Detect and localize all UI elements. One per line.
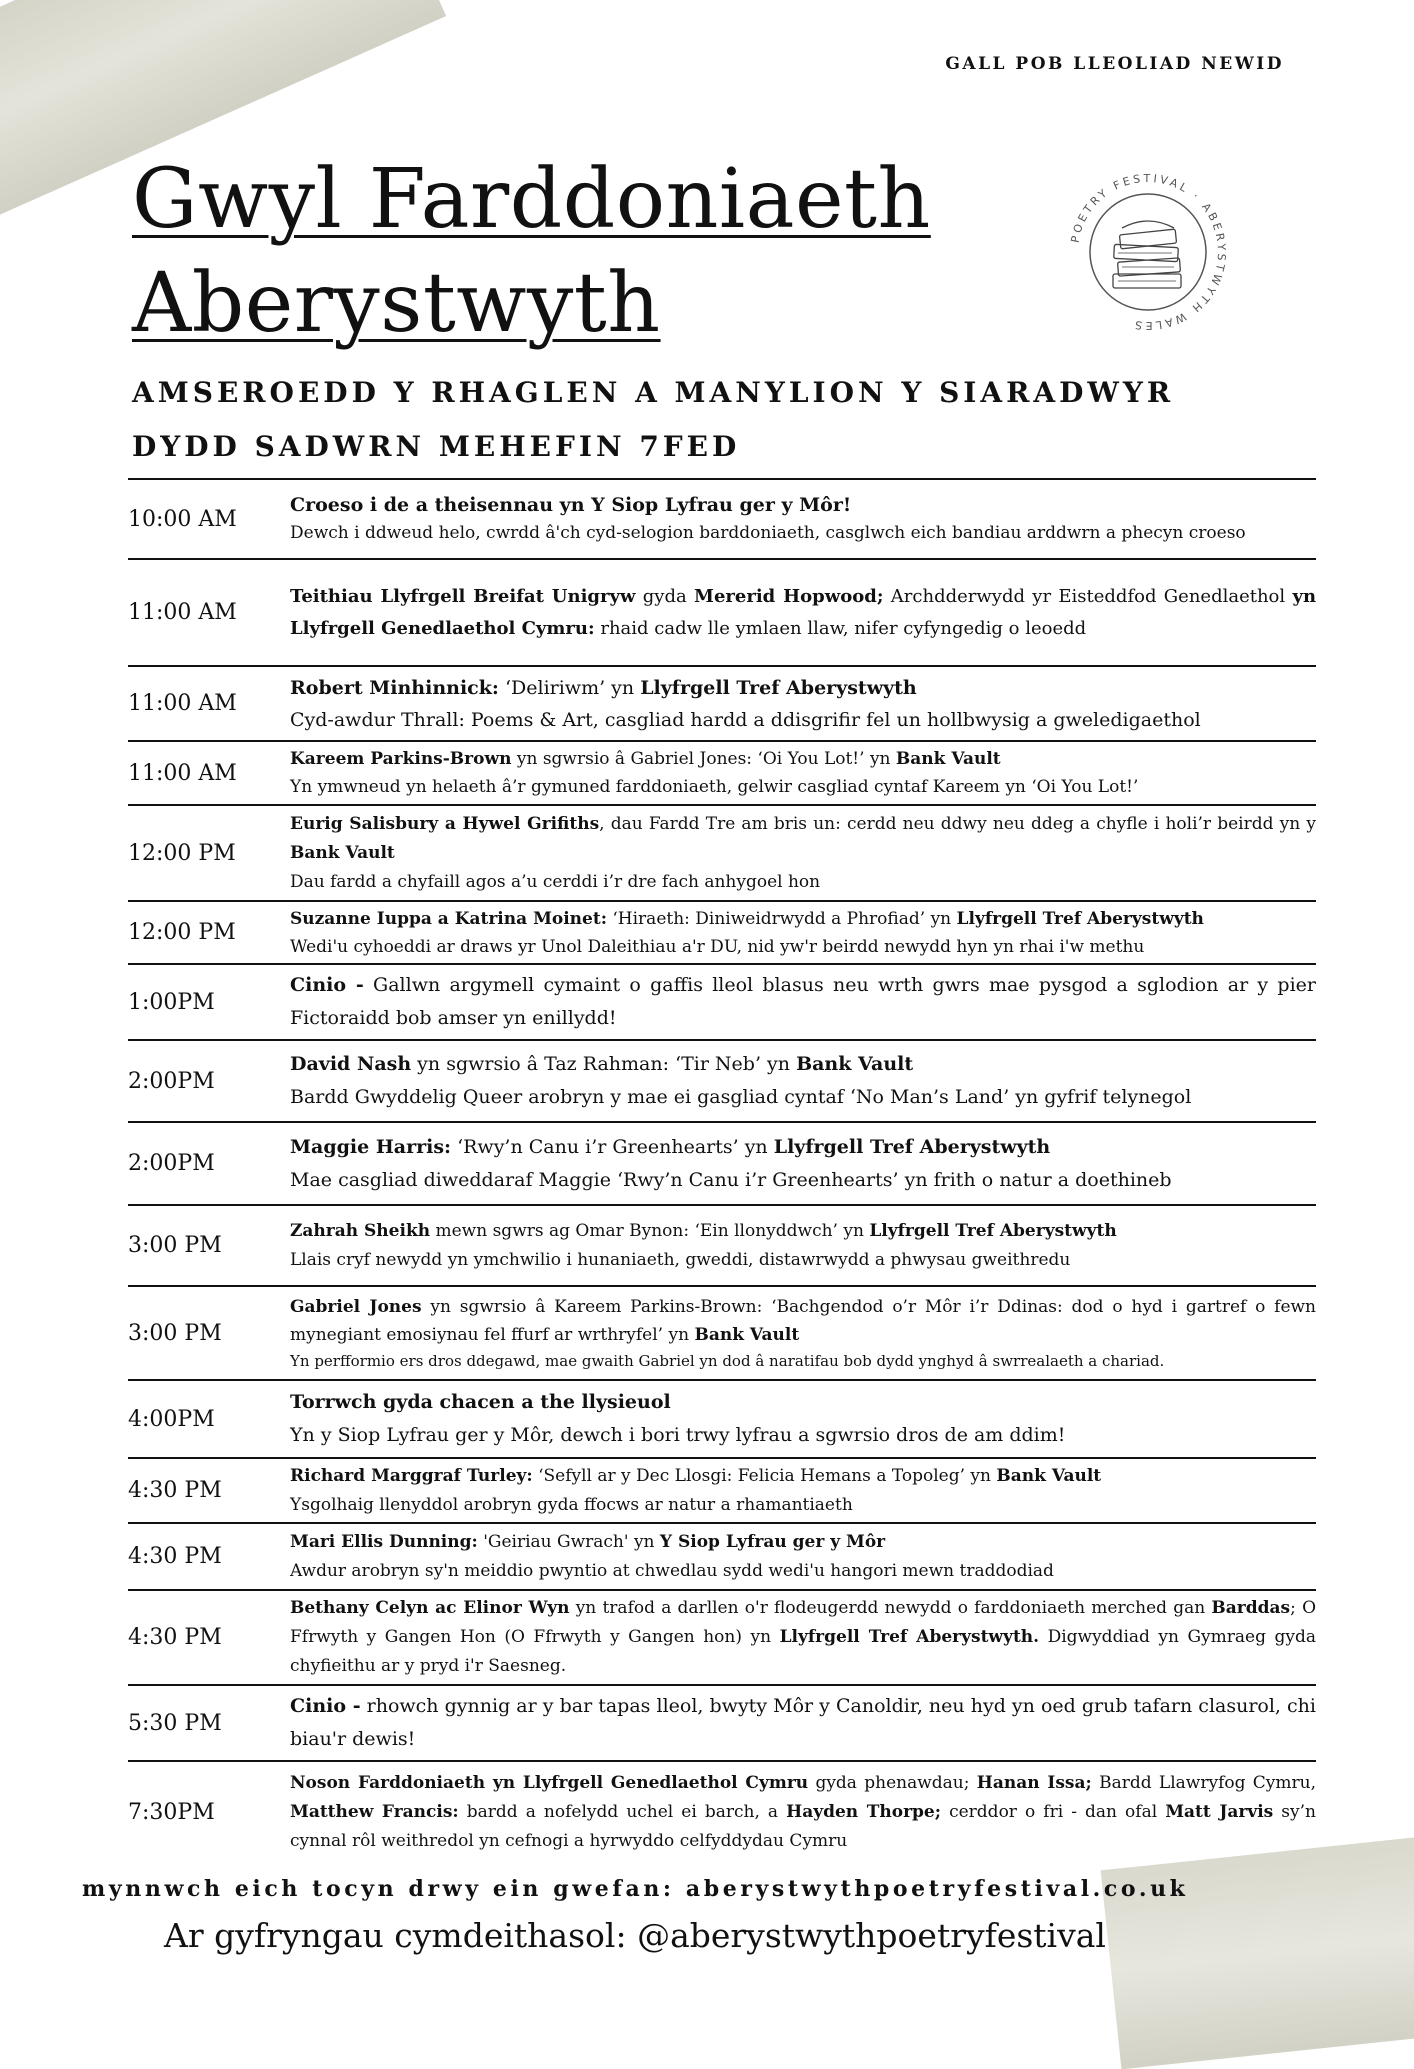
schedule-row (128, 560, 1316, 667)
schedule-row (128, 1123, 1316, 1206)
event-time: 10:00 AM (128, 506, 237, 532)
speaker-name: Eurig Salisbury a Hywel Grifiths (290, 813, 600, 834)
speaker-name: Maggie Harris: (290, 1135, 452, 1158)
event-text: ‘Deliriwm’ yn (498, 676, 641, 699)
schedule-row (128, 1686, 1316, 1762)
schedule-row (128, 1591, 1316, 1686)
event-text: yn sgwrsio â Gabriel Jones: ‘Oi You Lot!’ yn (511, 749, 896, 769)
event-description (290, 1766, 1316, 1859)
speaker-name: Zahrah Sheikh (290, 1220, 431, 1241)
speaker-name: Mererid Hopwood; (694, 585, 884, 607)
event-time: 11:00 AM (128, 691, 237, 716)
event-details: Bardd Gwyddelig Queer arobryn y mae ei gasgliad cyntaf ‘No Man’s Land’ yn gyfrif telynegol (290, 1086, 1192, 1108)
event-description (290, 1045, 1316, 1117)
speaker-name: Robert Minhinnick: (290, 676, 499, 699)
event-text: rhaid cadw lle ymlaen llaw, nifer cyfyngedig o leoedd (594, 617, 1087, 639)
event-title: Cinio - (290, 974, 364, 996)
event-description (290, 1525, 1316, 1589)
event-time: 3:00 PM (128, 1320, 222, 1346)
schedule-row (128, 1381, 1316, 1459)
event-description (290, 966, 1316, 1038)
event-text: Archdderwydd yr Eisteddfod Genedlaethol (883, 585, 1293, 607)
event-description (290, 902, 1316, 964)
event-time: 1:00PM (128, 989, 215, 1015)
venue-name: Llyfrgell Tref Aberystwyth (640, 676, 917, 699)
event-details: Ysgolhaig llenyddol arobryn gyda ffocws ar natur a rhamantiaeth (290, 1494, 853, 1515)
event-text: yn sgwrsio â Kareem Parkins-Brown: ‘Bachgendod o’r Môr i’r Ddinas: dod o hyd i gartref o fewn mynegiant emosiynau fel ffurf ar wrthryfel’ yn (290, 1297, 1317, 1345)
event-time: 2:00PM (128, 1068, 215, 1094)
event-text: bardd a nofelydd uchel ei barch, a (458, 1801, 787, 1822)
event-details: Dau fardd a chyfaill agos a’u cerddi i’r dre fach anhygoel hon (290, 871, 821, 892)
page-title (132, 148, 931, 356)
event-title: Cinio - (290, 1695, 361, 1717)
event-time: 4:30 PM (128, 1625, 222, 1650)
event-time: 12:00 PM (128, 840, 236, 866)
speaker-name: Bethany Celyn ac Elinor Wyn (290, 1598, 570, 1618)
event-details: Awdur arobryn sy'n meiddio pwyntio at chwedlau sydd wedi'u hangori mewn traddodiad (290, 1560, 1054, 1581)
speaker-name: Gabriel Jones (290, 1297, 422, 1317)
event-time: 2:00PM (128, 1151, 215, 1176)
venue-name: Bank Vault (996, 1465, 1102, 1486)
event-text: 'Geiriau Gwrach' yn (477, 1531, 660, 1552)
venue-name: Bank Vault (694, 1325, 800, 1345)
venue-name: Llyfrgell Tref Aberystwyth (956, 908, 1204, 929)
event-text: gyda phenawdau; (808, 1772, 977, 1793)
speaker-name: Suzanne Iuppa a Katrina Moinet: (290, 908, 607, 929)
schedule-row (128, 1524, 1316, 1591)
event-details: Yn y Siop Lyfrau ger y Môr, dewch i bori trwy lyfrau a sgwrsio dros de am ddim! (290, 1424, 1066, 1446)
festival-logo (1058, 162, 1238, 342)
event-text: ; O Ffrwyth y Gangen Hon (O Ffrwyth y Gangen hon) yn (290, 1598, 1317, 1647)
schedule-row (128, 806, 1316, 902)
event-text: Bardd Llawryfog Cymru, (1091, 1772, 1316, 1793)
logo-ring-text: POETRY FESTIVAL · ABERYSTWYTH WALES (1068, 171, 1229, 333)
event-text: gyda (635, 585, 695, 607)
event-details: Llais cryf newydd yn ymchwilio i hunaniaeth, gweddi, distawrwydd a phwysau gweithredu (290, 1249, 1071, 1270)
venue-name: yn Llyfrgell Genedlaethol Cymru: (290, 585, 1317, 639)
schedule-row (128, 667, 1316, 742)
svg-text:POETRY FESTIVAL · ABERYSTWYTH (1069, 172, 1229, 332)
speaker-name: David Nash (290, 1053, 412, 1075)
event-description (290, 1383, 1316, 1455)
event-description (290, 488, 1316, 550)
event-text: ‘Sefyll ar y Dec Llosgi: Felicia Hemans a Topoleg’ yn (532, 1465, 997, 1486)
event-text: , dau Fardd Tre am bris un: cerdd neu ddwy neu ddeg a chyfle i holi’r beirdd yn y (599, 813, 1316, 834)
title-line-2: Aberystwyth (132, 256, 661, 351)
event-text: ‘Hiraeth: Diniweidrwydd a Phrofiad’ yn (606, 908, 957, 929)
event-text: sy’n cynnal rôl weithredol yn cefnogi a hyrwyddo celfyddydau Cymru (290, 1801, 1316, 1851)
event-description (290, 578, 1316, 648)
venue-name: Y Siop Lyfrau ger y Môr (659, 1531, 886, 1552)
schedule-row (128, 742, 1316, 806)
publisher-name: Barddas (1211, 1598, 1291, 1618)
ticket-website-link[interactable]: mynnwch eich tocyn drwy ein gwefan: aberystwythpoetryfestival.co.uk (82, 1876, 1189, 1902)
event-text: yn trafod a darllen o'r flodeugerdd newydd o farddoniaeth merched gan (569, 1598, 1212, 1618)
programme-subtitle: AMSEROEDD Y RHAGLEN A MANYLION Y SIARADWYR (132, 376, 1175, 409)
event-text: mewn sgwrs ag Omar Bynon: ‘Ein llonyddwch’ yn (430, 1220, 870, 1241)
event-details: Dewch i ddweud helo, cwrdd â'ch cyd-selogion barddoniaeth, casglwch eich bandiau arddwrn a phecyn croeso (290, 523, 1246, 543)
venue-name: Bank Vault (796, 1053, 914, 1075)
event-description (290, 1214, 1316, 1278)
title-line-1: Gwyl Farddoniaeth (132, 152, 931, 247)
event-time: 4:30 PM (128, 1544, 222, 1569)
event-text: rhowch gynnig ar y bar tapas lleol, bwyty Môr y Canoldir, neu hyd yn oed grub tafarn clasurol, chi biau'r dewis! (290, 1695, 1316, 1750)
event-text: ‘Rwy’n Canu i’r Greenhearts’ yn (451, 1135, 774, 1158)
event-description (290, 1128, 1316, 1200)
speaker-name: Hanan Issa; (976, 1772, 1092, 1793)
schedule-row (128, 965, 1316, 1041)
book-stack-icon (1113, 221, 1181, 288)
event-details: Mae casgliad diweddaraf Maggie ‘Rwy’n Canu i’r Greenhearts’ yn frith o natur a doethineb (290, 1168, 1172, 1191)
event-description (290, 742, 1316, 804)
event-time: 4:30 PM (128, 1478, 222, 1503)
event-description (290, 1290, 1316, 1376)
venue-name: Bank Vault (290, 842, 395, 863)
speaker-name: Matthew Francis: (290, 1801, 459, 1822)
speaker-name: Mari Ellis Dunning: (290, 1531, 478, 1552)
event-time: 5:30 PM (128, 1710, 222, 1736)
decorative-tape-bottom-right (1101, 1831, 1414, 2069)
event-description (290, 1687, 1316, 1759)
schedule-row (128, 1206, 1316, 1287)
host-name: Matt Jarvis (1165, 1801, 1274, 1822)
event-date: DYDD SADWRN MEHEFIN 7FED (132, 430, 741, 463)
schedule-row (128, 902, 1316, 965)
event-title: Croeso i de a theisennau yn Y Siop Lyfrau ger y Môr! (290, 494, 852, 516)
event-text: cerddor o fri - dan ofal (941, 1801, 1166, 1822)
event-title: Noson Farddoniaeth yn Llyfrgell Genedlaethol Cymru (290, 1772, 809, 1793)
event-time: 11:00 AM (128, 760, 237, 786)
event-description (290, 1591, 1316, 1684)
event-title: Torrwch gyda chacen a the llysieuol (290, 1391, 671, 1413)
event-description (290, 669, 1316, 739)
event-text: Gallwn argymell cymaint o gaffis lleol blasus neu wrth gwrs mae pysgod a sglodion ar y pier Fictoraidd bob amser yn enillydd! (290, 974, 1316, 1029)
event-details: Yn ymwneud yn helaeth â’r gymuned farddoniaeth, gelwir casgliad cyntaf Kareem yn ‘Oi You Lot!’ (290, 777, 1139, 797)
event-time: 7:30PM (128, 1799, 215, 1825)
event-time: 4:00PM (128, 1406, 215, 1432)
schedule-row (128, 1041, 1316, 1123)
venue-name: Llyfrgell Tref Aberystwyth (773, 1135, 1051, 1158)
social-media-handle[interactable]: Ar gyfryngau cymdeithasol: @aberystwythpoetryfestival (164, 1916, 1106, 1955)
event-title: Teithiau Llyfrgell Breifat Unigryw (290, 585, 636, 607)
venue-name: Llyfrgell Tref Aberystwyth (869, 1220, 1117, 1241)
event-details: Wedi'u cyhoeddi ar draws yr Unol Daleithiau a'r DU, nid yw'r beirdd newydd hyn yn rhai i'w methu (290, 936, 1145, 957)
event-text: Digwyddiad yn Gymraeg gyda chyfieithu ar y pryd i'r Saesneg. (290, 1627, 1316, 1676)
event-text: yn sgwrsio â Taz Rahman: ‘Tir Neb’ yn (411, 1053, 797, 1075)
speaker-name: Hayden Thorpe; (786, 1801, 942, 1822)
event-details: Cyd-awdur Thrall: Poems & Art, casgliad hardd a ddisgrifir fel un hollbwysig a gweledigaethol (290, 708, 1201, 731)
event-description (290, 807, 1316, 900)
schedule-row (128, 1459, 1316, 1524)
event-description (290, 1459, 1316, 1523)
event-time: 11:00 AM (128, 600, 237, 625)
event-details: Yn perfformio ers dros ddegawd, mae gwaith Gabriel yn dod â naratifau bob dydd ynghyd â swrrealaeth a chariad. (290, 1352, 1165, 1370)
speaker-name: Richard Marggraf Turley: (290, 1465, 533, 1486)
event-time: 12:00 PM (128, 920, 236, 945)
schedule-row (128, 1762, 1316, 1862)
venue-change-notice: GALL POB LLEOLIAD NEWID (945, 54, 1284, 74)
schedule-table (128, 478, 1316, 1862)
schedule-row (128, 1287, 1316, 1381)
speaker-name: Kareem Parkins-Brown (290, 749, 512, 769)
schedule-row (128, 480, 1316, 560)
event-time: 3:00 PM (128, 1233, 222, 1258)
venue-name: Llyfrgell Tref Aberystwyth. (779, 1627, 1040, 1647)
venue-name: Bank Vault (895, 749, 1001, 769)
